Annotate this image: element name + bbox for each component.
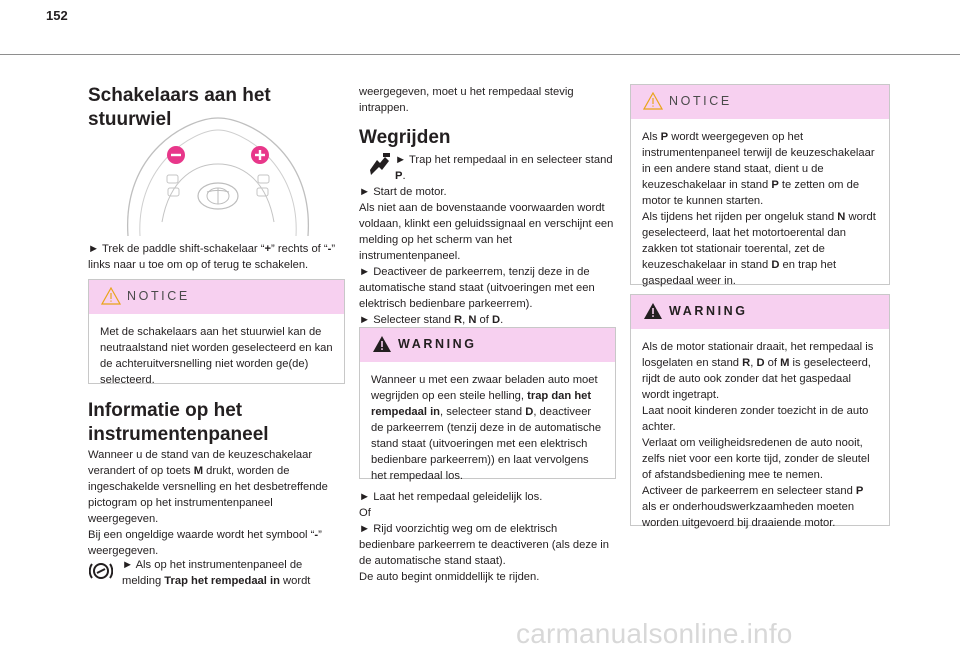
warning-box-slope bbox=[359, 327, 616, 482]
warning-title: WARNING bbox=[669, 304, 748, 318]
warning-triangle-icon bbox=[643, 302, 663, 320]
warning-box-idle bbox=[630, 294, 890, 529]
warning-triangle-icon bbox=[372, 335, 392, 353]
release-brake-steps: ► Laat het rempedaal geleidelijk los. Of ► Rijd voorzichtig weg om de elektrisch bedienbare parkeerrem te deactiveren (als deze in de automatische stand staat). De auto begint onmiddellijk te rijden. bbox=[359, 489, 615, 585]
continued-text: weergegeven, moet u het rempedaal stevig intrappen. bbox=[359, 86, 574, 114]
notice-text: Als P wordt weergegeven op het instrumentenpaneel terwijl de keuzeschakelaar in een andere stand staat, dient u de keuzeschakelaar in stand P te zetten om de motor te kunnen starten. Als tijdens het rijden per ongeluk stand N wordt geselecteerd, laat het motortoerental dan zakken tot stationair toerental, zet de keuzeschakelaar in stand D en trap het gaspedaal weer in. bbox=[642, 131, 876, 287]
steering-wheel-illustration bbox=[118, 112, 318, 236]
notice-title: NOTICE bbox=[669, 94, 732, 108]
paddle-minus-icon bbox=[167, 146, 185, 164]
notice-box-gear-p bbox=[630, 84, 890, 285]
warning-triangle-icon bbox=[101, 287, 121, 305]
watermark: carmanualsonline.info bbox=[516, 618, 793, 649]
foot-brake-icon bbox=[369, 153, 391, 177]
notice-text: Met de schakelaars aan het stuurwiel kan de neutraalstand niet worden geselecteerd en kan de achteruitversnelling niet worden ge(de) selecteerd. bbox=[100, 326, 333, 386]
section-heading-instrument-panel: Informatie op het instrumentenpaneel bbox=[88, 400, 269, 445]
page-number: 152 bbox=[46, 8, 68, 23]
brake-pedal-warning-icon bbox=[89, 559, 113, 583]
notice-box-steering bbox=[88, 279, 345, 384]
step-press-brake: ► Trap het rempedaal in en selecteer stand P. bbox=[395, 152, 615, 184]
instrument-panel-paragraph: Wanneer u de stand van de keuzeschakelaar verandert of op toets M drukt, worden de ingeschakelde versnelling en het desbetreffende pictogram op het instrumentenpaneel weergegeven. Bij een ongeldige waarde wordt het symbool “-” weergegeven. bbox=[88, 449, 328, 557]
brake-pedal-instruction: ► Als op het instrumentenpaneel de melding Trap het rempedaal in wordt bbox=[122, 557, 344, 589]
paddle-plus-icon bbox=[251, 146, 269, 164]
section-heading-steering-switches: Schakelaars aan het stuurwiel bbox=[88, 85, 271, 130]
header-rule bbox=[0, 54, 960, 55]
paddle-shift-instruction: ► Trek de paddle shift-schakelaar “+” rechts of “-” links naar u toe om op of terug te schakelen. bbox=[88, 241, 344, 273]
warning-text: Wanneer u met een zwaar beladen auto moet wegrijden op een steile helling, trap dan het rempedaal in, selecteer stand D, deactiveer de parkeerrem (tenzij deze in de automatische stand staat (uitvoeringen met een elektrisch bedienbare parkeerrem)) en laat vervolgens het rempedaal los. bbox=[371, 374, 602, 482]
driving-off-steps: ► Start de motor. Als niet aan de bovenstaande voorwaarden wordt voldaan, klinkt een geluidssignaal en verschijnt een melding op het scherm van het instrumentenpaneel. ► Deactiveer de parkeerrem, tenzij deze in de automatische stand staat (uitvoeringen met een elektrisch bedienbare parkeerrem). ► Selecteer stand R, N of D. bbox=[359, 184, 615, 328]
warning-text: Als de motor stationair draait, het rempedaal is losgelaten en stand R, D of M is geselecteerd, rijdt de auto ook zonder dat het gaspedaal wordt ingetrapt. Laat nooit kinderen zonder toezicht in de auto achter. Verlaat om veiligheidsredenen de auto nooit, zelfs niet voor een korte tijd, zonder de sleutel of afstandsbediening mee te nemen. Activeer de parkeerrem en selecteer stand P als er onderhoudswerkzaamheden moeten worden uitgevoerd bij draaiende motor. bbox=[642, 341, 874, 529]
warning-title: WARNING bbox=[398, 337, 477, 351]
notice-title: NOTICE bbox=[127, 289, 190, 303]
warning-triangle-icon bbox=[643, 92, 663, 110]
section-heading-driving-off: Wegrijden bbox=[359, 127, 451, 148]
